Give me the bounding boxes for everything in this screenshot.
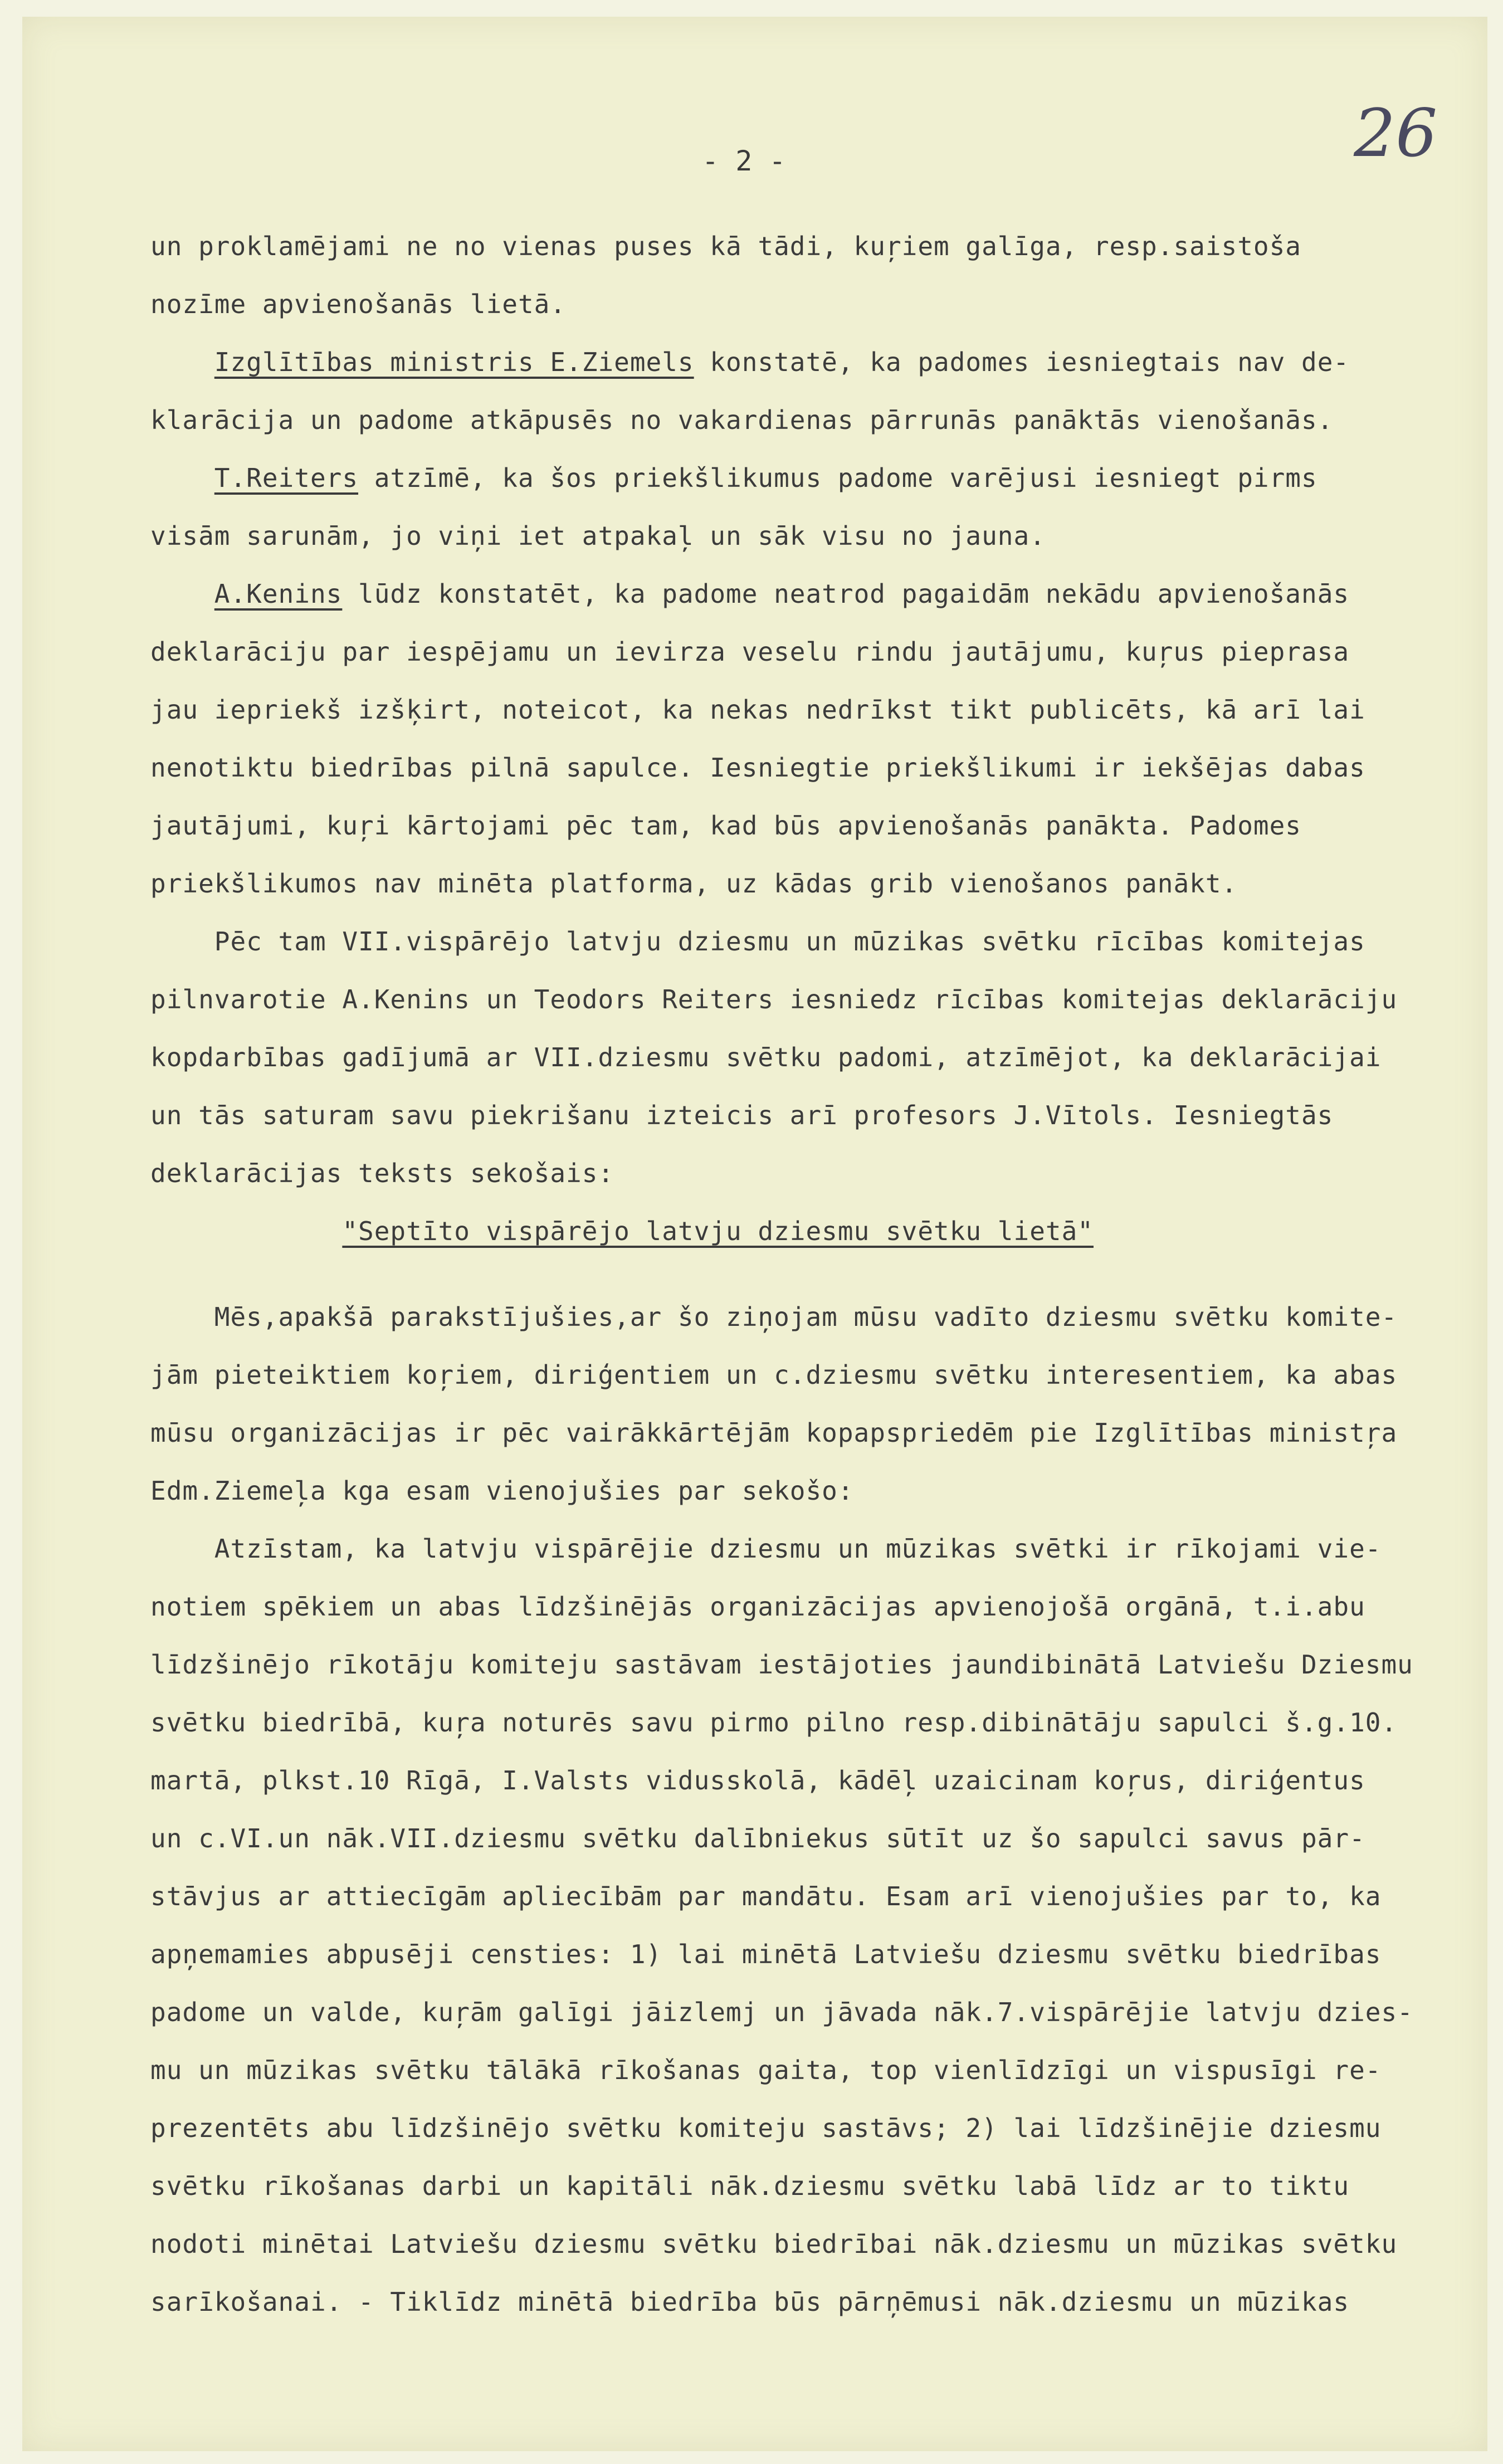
- text-line: [150, 1462, 1487, 1520]
- text-line: [150, 797, 1487, 855]
- text-line: [150, 681, 1487, 739]
- text-line: [150, 913, 1487, 970]
- text-line: [150, 2215, 1487, 2273]
- line-text: prezentēts abu līdzšinējo svētku komiteju sastāvs; 2) lai līdzšinējie dziesmu: [150, 2113, 1382, 2143]
- text-line: [150, 739, 1487, 797]
- line-text: apņemamies abpusēji censties: 1) lai minētā Latviešu dziesmu svētku biedrības: [150, 1939, 1382, 1969]
- text-line: [150, 855, 1487, 913]
- line-text: jau iepriekš izšķirt, noteicot, ka nekas nedrīkst tikt publicēts, kā arī lai: [150, 695, 1365, 725]
- text-line: [150, 1983, 1487, 2041]
- line-text: jām pieteiktiem koŗiem, diriģentiem un c.dziesmu svētku interesentiem, ka abas: [150, 1360, 1398, 1390]
- underlined-text: T.Reiters: [214, 463, 359, 493]
- text-line: [150, 1144, 1487, 1202]
- line-text: Atzīstam, ka latvju vispārējie dziesmu un mūzikas svētki ir rīkojami vie-: [150, 1534, 1382, 1564]
- underlined-text: Izglītības ministris E.Ziemels: [214, 347, 694, 377]
- line-text: deklarāciju par iespējamu un ievirza veselu rindu jautājumu, kuŗus pieprasa: [150, 637, 1350, 667]
- line-text: svētku biedrībā, kuŗa noturēs savu pirmo pilno resp.dibinātāju sapulci š.g.10.: [150, 1707, 1398, 1738]
- line-text: sarīkošanai. - Tiklīdz minētā biedrība būs pārņēmusi nāk.dziesmu un mūzikas: [150, 2287, 1350, 2317]
- text-line: [150, 1636, 1487, 1694]
- text-line: [150, 1288, 1487, 1346]
- line-text: padome un valde, kuŗām galīgi jāizlemj un jāvada nāk.7.vispārējie latvju dzies-: [150, 1997, 1413, 2027]
- text-line: [150, 449, 1487, 507]
- line-text: notiem spēkiem un abas līdzšinējās organizācijas apvienojošā orgānā, t.i.abu: [150, 1592, 1365, 1622]
- document-body: [150, 217, 1487, 2331]
- text-line: [150, 217, 1487, 275]
- text-line: [150, 623, 1487, 681]
- line-text: nodoti minētai Latviešu dziesmu svētku biedrībai nāk.dziesmu un mūzikas svētku: [150, 2229, 1398, 2259]
- line-text: klarācija un padome atkāpusēs no vakardienas pārrunās panāktās vienošanās.: [150, 405, 1334, 435]
- page-number: - 2 -: [702, 145, 786, 177]
- text-line: [150, 2099, 1487, 2157]
- line-text: konstatē, ka padomes iesniegtais nav de-: [694, 347, 1350, 377]
- paragraph: [150, 565, 1487, 913]
- paragraph: [150, 217, 1487, 333]
- line-text: Mēs,apakšā parakstījušies,ar šo ziņojam mūsu vadīto dziesmu svētku komite-: [150, 1302, 1398, 1332]
- underlined-text: "Septīto vispārējo latvju dziesmu svētku lietā": [342, 1216, 1094, 1246]
- text-line: [150, 970, 1487, 1028]
- line-text: un proklamējami ne no vienas puses kā tādi, kuŗiem galīga, resp.saistoša: [150, 231, 1301, 261]
- line-text: pilnvarotie A.Kenins un Teodors Reiters iesniedz rīcības komitejas deklarāciju: [150, 984, 1398, 1014]
- text-line: [150, 1086, 1487, 1144]
- line-text: Edm.Ziemeļa kga esam vienojušies par sekošo:: [150, 1476, 854, 1506]
- text-line: [150, 2157, 1487, 2215]
- line-text: svētku rīkošanas darbi un kapitāli nāk.dziesmu svētku labā līdz ar to tiktu: [150, 2171, 1350, 2201]
- line-text: nozīme apvienošanās lietā.: [150, 289, 567, 319]
- line-text: mūsu organizācijas ir pēc vairākkārtējām kopapspriedēm pie Izglītības ministŗa: [150, 1418, 1398, 1448]
- line-text: martā, plkst.10 Rīgā, I.Valsts vidusskolā, kādēļ uzaicinam koŗus, diriģentus: [150, 1765, 1365, 1795]
- line-text: atzīmē, ka šos priekšlikumus padome varējusi iesniegt pirms: [358, 463, 1317, 493]
- line-text: un tās saturam savu piekrišanu izteicis arī profesors J.Vītols. Iesniegtās: [150, 1100, 1334, 1130]
- line-text: lūdz konstatēt, ka padome neatrod pagaidām nekādu apvienošanās: [342, 579, 1350, 609]
- paragraph: [150, 449, 1487, 565]
- text-line: [150, 1867, 1487, 1925]
- line-text: stāvjus ar attiecīgām apliecībām par mandātu. Esam arī vienojušies par to, ka: [150, 1881, 1382, 1911]
- paragraph: [150, 1202, 1487, 1260]
- line-text: visām sarunām, jo viņi iet atpakaļ un sāk visu no jauna.: [150, 521, 1046, 551]
- indent: [150, 347, 214, 377]
- text-line: [150, 333, 1487, 391]
- text-line: [150, 275, 1487, 333]
- paragraph: [150, 1520, 1487, 2331]
- line-text: mu un mūzikas svētku tālākā rīkošanas gaita, top vienlīdzīgi un vispusīgi re-: [150, 2055, 1382, 2085]
- paragraph: [150, 913, 1487, 1202]
- line-text: Pēc tam VII.vispārējo latvju dziesmu un mūzikas svētku rīcības komitejas: [150, 926, 1365, 957]
- paragraph: [150, 333, 1487, 449]
- text-line: [150, 1694, 1487, 1751]
- text-line: [150, 565, 1487, 623]
- text-line: [150, 2273, 1487, 2331]
- text-line: [150, 1404, 1487, 1462]
- text-line: [150, 1809, 1487, 1867]
- text-line: [150, 507, 1487, 565]
- indent: [150, 463, 214, 493]
- indent: [150, 579, 214, 609]
- line-text: līdzšinējo rīkotāju komiteju sastāvam iestājoties jaundibinātā Latviešu Dziesmu: [150, 1650, 1413, 1680]
- line-text: jautājumi, kuŗi kārtojami pēc tam, kad būs apvienošanās panākta. Padomes: [150, 811, 1301, 841]
- line-text: nenotiktu biedrības pilnā sapulce. Iesniegtie priekšlikumi ir iekšējas dabas: [150, 753, 1365, 783]
- text-line: [150, 1202, 1487, 1260]
- text-line: [150, 1751, 1487, 1809]
- text-line: [150, 1925, 1487, 1983]
- underlined-text: A.Kenins: [214, 579, 343, 609]
- text-line: [150, 2041, 1487, 2099]
- paragraph: [150, 1288, 1487, 1520]
- line-text: kopdarbības gadījumā ar VII.dziesmu svētku padomi, atzīmējot, ka deklarācijai: [150, 1042, 1382, 1072]
- line-text: priekšlikumos nav minēta platforma, uz kādas grib vienošanos panākt.: [150, 869, 1238, 899]
- text-line: [150, 1578, 1487, 1636]
- indent: [150, 1216, 342, 1246]
- text-line: [150, 1346, 1487, 1404]
- line-text: un c.VI.un nāk.VII.dziesmu svētku dalībniekus sūtīt uz šo sapulci savus pār-: [150, 1823, 1365, 1853]
- line-text: deklarācijas teksts sekošais:: [150, 1158, 614, 1188]
- folio-number: 26: [1354, 95, 1438, 172]
- document-sheet: [22, 17, 1487, 2451]
- text-line: [150, 1520, 1487, 1578]
- text-line: [150, 391, 1487, 449]
- spacer: [150, 1260, 1487, 1288]
- text-line: [150, 1028, 1487, 1086]
